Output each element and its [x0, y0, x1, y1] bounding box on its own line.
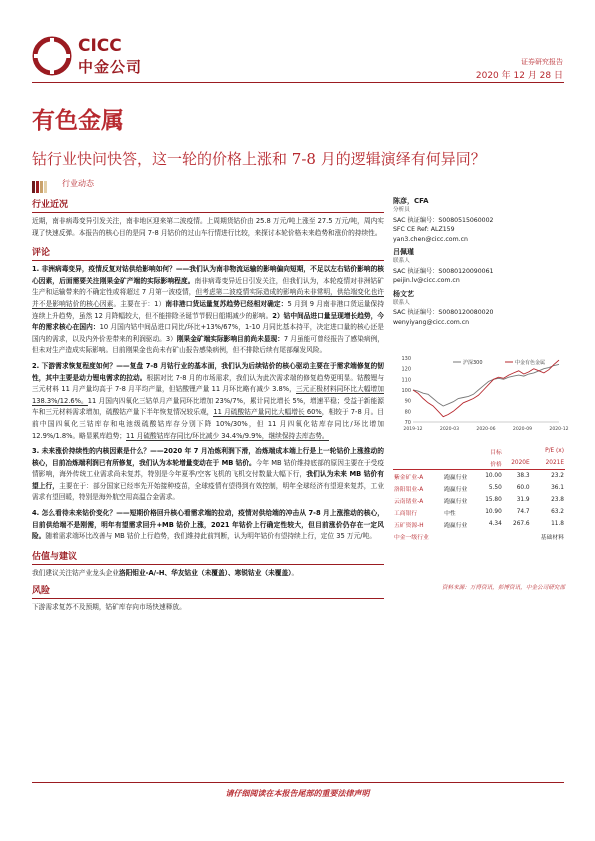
- q1-text-g: 7 月虽能可曾经报告了感染病例，但未对生产造成实际影响。目前刚果金也尚未有矿山报告感染病例，但不排除后续有尾部爆发风险。: [32, 334, 384, 355]
- series-line: [413, 360, 559, 417]
- q2-heading: 2. 下游需求恢复程度如何？——复盘 7-8 月钴行业的基本面，我们认为后续钴价的核心驱动主要在于需求端修复的韧性，其中主要是动力锂电需求的拉动。: [32, 361, 384, 382]
- chart-source: 资料来源：万得资讯，彭博资讯，中金公司研究部: [441, 585, 565, 591]
- q1-heading: 1. 非洲病毒变异，疫情反复对钴供给影响如何？——我们认为南非物流运输的影响偏向短期，不足以左右钴价影响的核心因素，后面需要关注刚果金矿产端的实际影响程度。: [32, 265, 384, 285]
- q2-text-c: ，相较于 7-8 月。目前中国四氧化三钴库存和电池级硫酸钴库存分别下降 10%/30%，但 11 月四氧化钴库存同比/环比增加 12.9%/1.8%。略显累库趋势；: [32, 408, 384, 440]
- table-header-row: [393, 445, 565, 457]
- analyst-name: 陈彦，CFA: [393, 197, 429, 205]
- q4-paragraph: [32, 508, 384, 543]
- analyst-email[interactable]: peijin.lv@cicc.com.cn: [393, 277, 460, 285]
- analyst-role: 联系人: [393, 258, 410, 265]
- q3-heading: 3. 未来涨价持续性的内核因素是什么？——2020 年 7 月冶炼利润下滑，冶炼端成本端上行是上一轮钴价上涨推动的核心，目前冶炼端利润已有所修复，我们认为本轮增量变动在于 MB 钴价。: [32, 447, 384, 467]
- q2-underline-3: 11 月硫酸钴库存同比/环比减少 34.4%/9.9%，继续保持去库态势。: [126, 431, 329, 440]
- q1-underline: 但考虑第二波疫情实际造成的影响尚未非常明，供给端变化也许并不是影响钴价的核心因素: [32, 288, 384, 308]
- y-tick-label: 120: [401, 366, 411, 373]
- table-cell: 36.1: [551, 485, 564, 491]
- x-tick-label: 2020-12: [549, 427, 569, 432]
- table-cell: [443, 530, 477, 542]
- table-cell: 10.00: [485, 473, 502, 479]
- table-header-cell: [443, 457, 477, 470]
- legend-label: 中金有色金属: [515, 360, 546, 366]
- analyst-role: 联系人: [393, 300, 410, 307]
- table-cell: [503, 530, 531, 542]
- q2-paragraph: [32, 361, 384, 442]
- q2-underline-1: 三元正极材料同环比大幅增加 138.3%/12.6%。: [32, 385, 384, 405]
- table-header-cell: [393, 457, 443, 470]
- table-cell: 74.7: [516, 509, 530, 515]
- section-title-risk: 风险: [32, 583, 384, 599]
- q2-underline-2: 11 月硫酸钴产量同比大幅增长 60%: [213, 408, 322, 417]
- table-header-cell: 2020E: [511, 460, 530, 466]
- q3-text-a: 今年 MB 钴价维持底部的原因主要在于受疫情影响，海外传统工业需求尚未复苏，特别是今年夏季/空客飞机的飞机交付数量大幅下行，: [32, 458, 385, 479]
- y-tick-label: 130: [401, 356, 411, 362]
- page-title: 钴行业快问快答，这一轮的价格上涨和 7-8 月的逻辑演绎有何异同？: [32, 150, 486, 168]
- header-rule: [32, 82, 564, 83]
- table-cell: 工商银行: [394, 510, 418, 517]
- legal-footer: 请仔细阅读在本报告尾部的重要法律声明: [225, 789, 370, 798]
- table-cell: 4.34: [488, 521, 502, 527]
- x-tick-label: 2019-12: [403, 427, 423, 432]
- table-cell: 23.8: [551, 497, 564, 503]
- table-cell: 跑赢行业: [444, 498, 468, 505]
- report-date: 2020 年 12 月 28 日: [475, 71, 563, 81]
- q2-text-b: 11 月国内四氧化三钴单月产量同环比增加 23%/7%，累计同比增长 5%，增速平稳；受益于新能源车和三元材料需求增加，硫酸钴产量下半年恢复情况较乐观，: [32, 396, 384, 417]
- q1-text-b: 。主要在于：1）: [113, 299, 166, 308]
- table-cell: 洛阳钼业-A: [394, 486, 424, 493]
- table-cell: 紫金矿业-A: [394, 474, 424, 481]
- table-cell: 10.90: [485, 509, 502, 515]
- table-cell: 五矿资源-H: [394, 522, 424, 529]
- table-row: [393, 494, 565, 506]
- table-cell: 云南锗业-A: [394, 498, 424, 505]
- analyst-role: 分析员: [393, 207, 410, 214]
- table-cell: 跑赢行业: [444, 474, 468, 481]
- table-header-cell: [443, 445, 477, 457]
- table-cell: 15.80: [485, 497, 502, 503]
- table-header-cell: 2021E: [545, 460, 564, 466]
- main-column: [32, 197, 384, 616]
- table-cell: 5.50: [488, 485, 502, 491]
- q4-heading: 4. 怎么看待未来钴价变化？——短期价格回升核心看需求端的拉动，疫情对供给端的冲击从 7-8 月上涨推动的核心，目前供给端不是刚需，明年有望需求回升+MB 钴价上涨，2021 年钴价上行确定性较大，但目前涨价仍存在一定风险。: [32, 509, 384, 541]
- table-row: [393, 530, 565, 542]
- q4-text-a: 随着需求端环比改善与 MB 钴价上行趋势，我们维持此前判断，认为明年钴价有望持续上行，定位 35 万元/吨。: [45, 532, 376, 541]
- table-cell: 63.2: [551, 509, 564, 515]
- val-companies: 洛阳钼业-A/-H、华友钴业（未覆盖）、寒锐钴业（未覆盖）: [118, 568, 292, 577]
- table-row: [393, 506, 565, 518]
- table-cell: 中性: [444, 510, 456, 517]
- q2-text-a: 根据对比 7-8 月的市场需求，我们认为此次需求端的修复趋势更明显。钴酸锂与三元材料 11 月产量均高于 7-8 月平均产量，但钴酸锂产量 11 月环比略有减少 3.8%，: [32, 373, 385, 394]
- table-header-cell: P/E (x): [545, 448, 564, 454]
- q3-text-b: 我们认为未来 MB 钴价有望上行，: [32, 470, 384, 490]
- brand-cn: 中金公司: [78, 58, 143, 76]
- performance-chart: [393, 352, 569, 436]
- analyst-ce: SFC CE Ref: ALZ159: [393, 226, 455, 234]
- q3-text-c: 主要在于：部分国家已经率先开始接种疫苗，全球疫情有望得到有效控制，明年全球经济有望迎来复苏，工业需求有望回暖，特别是海外航空用高温合金需求。: [32, 481, 385, 502]
- report-type: 证券研究报告: [521, 58, 563, 66]
- x-tick-label: 2020-03: [439, 427, 460, 432]
- val-text-a: 我们建议关注钴产业龙头企业: [32, 568, 119, 577]
- table-cell: 跑赢行业: [444, 522, 468, 529]
- brand-en: CICC: [78, 36, 122, 56]
- analyst-sac: SAC 执证编号：S0080120090061: [393, 267, 494, 275]
- table-header-row: [393, 457, 565, 470]
- y-tick-label: 80: [404, 409, 411, 416]
- tag-bar: [32, 178, 56, 190]
- q1-text-e: 10 月国内钴中间品进口同比/环比+13%/67%，1-10 月同比基本持平，决定进口量的核心还是国内的需求，以及内外价差带来的利润驱动。3）: [32, 323, 384, 343]
- recent-text: 近期，南非病毒变异引发关注，南非地区迎来第二波疫情。上周期货钴价由 25.8 万元/吨上涨至 27.5 万元/吨，周内实现了快速反弹。本报告的核心目的是同 7-8 月钴价的过山车行情进行比较，来探讨本轮价格未来趋势和涨价的持续性。: [32, 217, 384, 237]
- q1-point3: 刚果金矿端实际影响目前尚未显现：: [176, 334, 284, 343]
- table-header-cell: [393, 445, 443, 457]
- val-text-c: 。: [291, 568, 299, 577]
- analyst-name: 杨文艺: [393, 289, 414, 298]
- analyst-email[interactable]: wenyiyang@cicc.com.cn: [393, 318, 470, 326]
- report-tag: 行业动态: [62, 179, 94, 188]
- table-header-cell: 价格: [490, 461, 502, 468]
- analyst-1: [393, 197, 565, 244]
- analyst-email[interactable]: yan3.chen@cicc.com.cn: [393, 235, 468, 243]
- q1-point1: 南非港口货运量复苏趋势已经相对确定：: [165, 299, 288, 308]
- analyst-2: [393, 248, 565, 286]
- table-cell: 23.2: [551, 473, 564, 479]
- x-tick-label: 2020-06: [476, 427, 496, 432]
- y-tick-label: 70: [404, 420, 411, 426]
- cicc-logo-icon: [32, 36, 72, 76]
- table-cell: 267.6: [513, 521, 530, 527]
- sector-title: 有色金属: [32, 107, 124, 134]
- q1-text-a: 南非病毒变异近日引发关注，但我们认为，本轮疫情对非洲钴矿生产和运输带来的不确定性或将超过 7 月第一波疫情，: [32, 276, 384, 297]
- analyst-sac: SAC 执证编号：S0080120080020: [393, 309, 494, 317]
- analyst-name: 吕佩瑾: [393, 248, 414, 257]
- q3-paragraph: [32, 446, 384, 504]
- table-cell: [477, 530, 502, 542]
- table-cell: 跑赢行业: [444, 486, 468, 493]
- valuation-paragraph: [32, 568, 384, 580]
- legend-label: 沪深300: [463, 360, 483, 366]
- y-tick-label: 110: [401, 377, 411, 384]
- section-title-comment: 评论: [32, 245, 384, 261]
- table-row: [393, 518, 565, 530]
- y-tick-label: 100: [401, 388, 411, 394]
- analyst-3: [393, 290, 565, 328]
- section-title-valuation: 估值与建议: [32, 549, 384, 565]
- series-line: [413, 364, 559, 406]
- stock-table: [393, 445, 565, 542]
- table-cell: 60.0: [516, 485, 530, 491]
- table-cell: 11.8: [551, 521, 564, 527]
- table-cell: 基础材料: [540, 534, 564, 541]
- risk-text: 下游需求复苏不及预期，钴矿库存向市场快速释放。: [32, 603, 186, 612]
- table-cell: 中金一级行业: [394, 534, 429, 541]
- footer-rule: [32, 782, 564, 783]
- table-row: [393, 470, 565, 483]
- section-title-recent: 行业近况: [32, 197, 384, 213]
- q1-paragraph: [32, 264, 384, 357]
- analyst-sac: SAC 执证编号：S0080515060002: [393, 216, 494, 224]
- y-tick-label: 90: [404, 398, 411, 405]
- q1-point2: 2）钴中间品进口量呈现增长趋势，今年的需求核心在国内：: [32, 311, 384, 332]
- q1-text-c: 5 月到 9 月南非港口货运量保持连续上升趋势，虽然 12 月降幅较大，但不能排除圣诞节节假日船期减少的影响。: [32, 299, 385, 320]
- table-cell: 31.9: [516, 497, 530, 503]
- table-header-cell: 目标: [490, 449, 502, 456]
- x-tick-label: 2020-09: [512, 427, 533, 432]
- table-row: [393, 482, 565, 494]
- table-cell: 38.3: [516, 473, 530, 479]
- analyst-sidebar: [393, 197, 565, 327]
